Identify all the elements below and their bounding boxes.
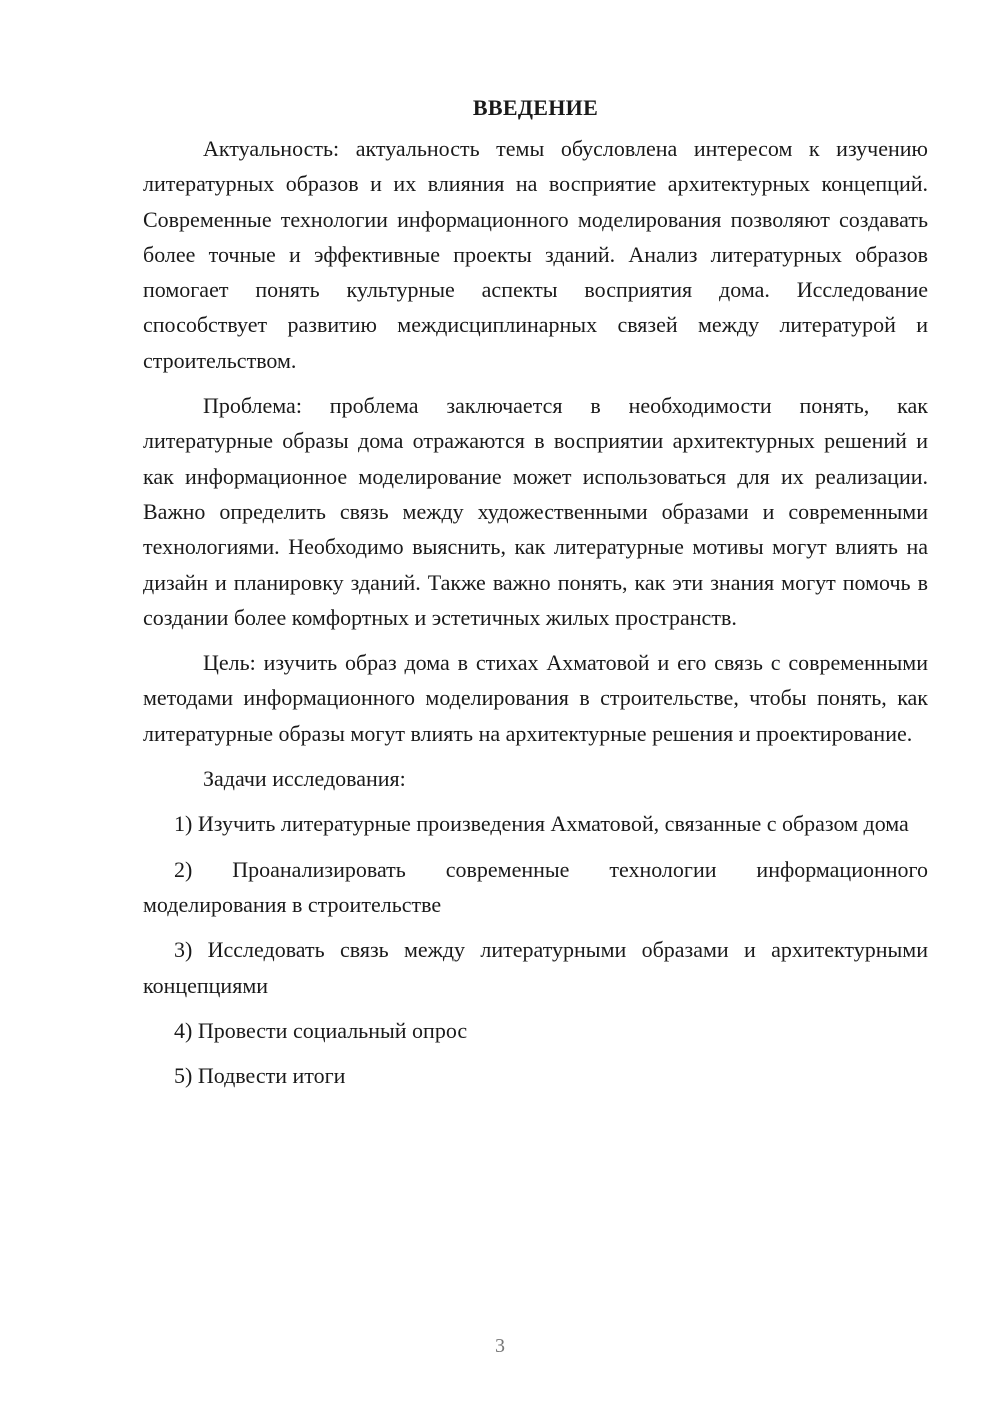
task-item: 3) Исследовать связь между литературными образами и архитектурными концепциями (143, 937, 928, 998)
tasks-heading: Задачи исследования: (203, 766, 406, 792)
paragraph-goal: Цель: изучить образ дома в стихах Ахматовой и его связь с современными методами информационного моделирования в строительстве, чтобы понять, как литературные образы могут влиять на архитектурные решения и проектирование. (143, 650, 928, 746)
paragraph-relevance: Актуальность: актуальность темы обусловлена интересом к изучению литературных образов и их влияния на восприятие архитектурных концепций. Современные технологии информационного моделирования позволяют создавать более точные и эффективные проекты зданий. Анализ литературных образов помогает понять культурные аспекты восприятия дома. Исследование способствует развитию междисциплинарных связей между литературой и строительством. (143, 136, 928, 373)
task-item: 4) Провести социальный опрос (174, 1017, 468, 1043)
task-item: 5) Подвести итоги (174, 1063, 346, 1089)
task-item: 2) Проанализировать современные технологии информационного моделирования в строительстве (143, 856, 928, 917)
page-content (143, 90, 928, 1103)
task-item: 1) Изучить литературные произведения Ахматовой, связанные с образом дома (174, 811, 909, 837)
paragraph-problem: Проблема: проблема заключается в необходимости понять, как литературные образы дома отражаются в восприятии архитектурных решений и как информационное моделирование может использоваться для их реализации. Важно определить связь между художественными образами и современными технологиями. Необходимо выяснить, как литературные мотивы могут влиять на дизайн и планировку зданий. Также важно понять, как эти знания могут помочь в создании более комфортных и эстетичных жилых пространств. (143, 393, 928, 630)
page-number: 3 (495, 1335, 505, 1357)
section-heading: ВВЕДЕНИЕ (472, 95, 599, 120)
